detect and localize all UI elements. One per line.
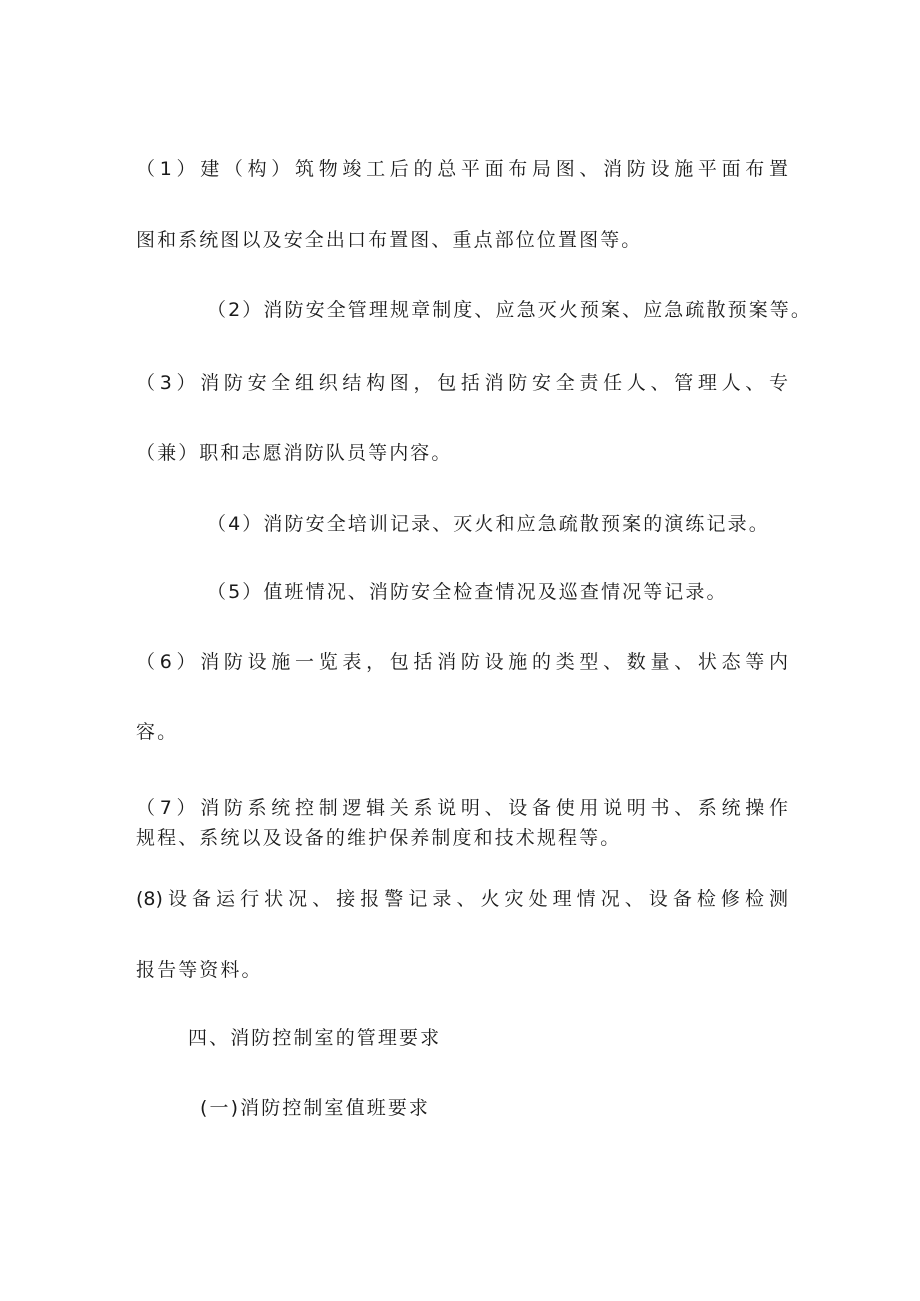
section-heading: 四、消防控制室的管理要求: [188, 1027, 442, 1049]
subsection-heading: (一)消防控制室值班要求: [200, 1097, 431, 1119]
item-7-line-1: （7）消防系统控制逻辑关系说明、设备使用说明书、系统操作: [136, 797, 788, 819]
item-6-line-1: （6）消防设施一览表，包括消防设施的类型、数量、状态等内: [136, 651, 788, 673]
item-8-line-2: 报告等资料。: [136, 959, 263, 981]
item-7-line-2: 规程、系统以及设备的维护保养制度和技术规程等。: [136, 827, 622, 849]
item-4-line-1: （4）消防安全培训记录、灭火和应急疏散预案的演练记录。: [207, 513, 770, 535]
item-1-line-2: 图和系统图以及安全出口布置图、重点部位位置图等。: [136, 229, 643, 251]
item-3-line-2: （兼）职和志愿消防队员等内容。: [136, 442, 453, 464]
item-3-line-1: （3）消防安全组织结构图，包括消防安全责任人、管理人、专: [136, 372, 788, 394]
item-6-line-2: 容。: [136, 721, 179, 743]
item-5-line-1: （5）值班情况、消防安全检查情况及巡查情况等记录。: [207, 581, 728, 603]
item-1-line-1: （1）建（构）筑物竣工后的总平面布局图、消防设施平面布置: [136, 158, 788, 180]
item-2-line-1: （2）消防安全管理规章制度、应急灭火预案、应急疏散预案等。: [207, 299, 812, 321]
item-8-line-1: (8)设备运行状况、接报警记录、火灾处理情况、设备检修检测: [136, 888, 788, 910]
